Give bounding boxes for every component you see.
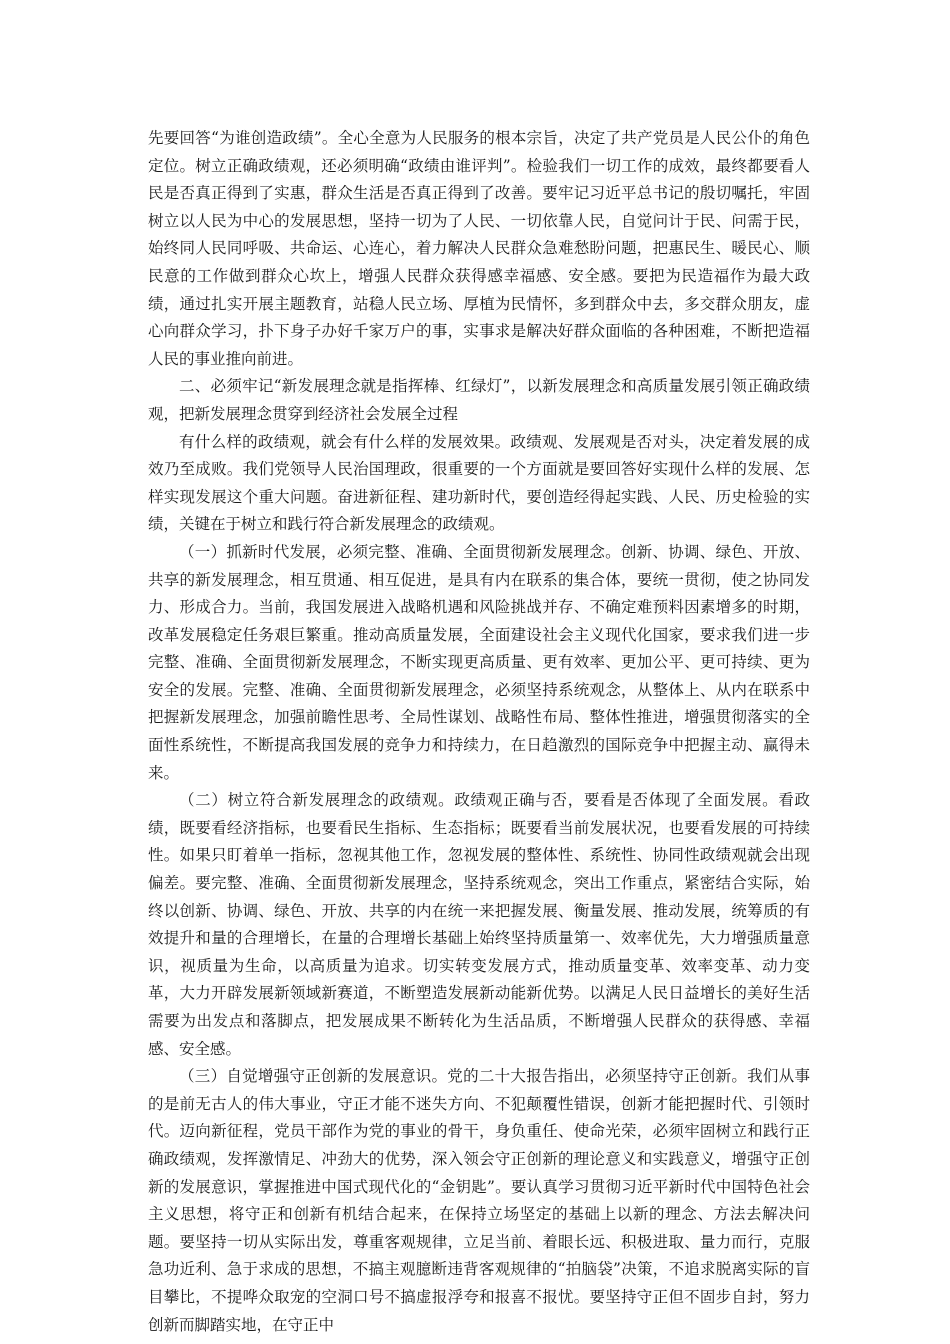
paragraph-subsection-3: （三）自觉增强守正创新的发展意识。党的二十大报告指出，必须坚持守正创新。我们从事的是前无古人的伟大事业，守正才能不迷失方向、不犯颠覆性错误，创新才能把握时代、引领时代。迈向新征程，党员干部作为党的事业的骨干，身负重任、使命光荣，必须牢固树立和践行正确政绩观，发挥激情足、冲劲大的优势，深入领会守正创新的理论意义和实践意义，增强守正创新的发展意识，掌握推进中国式现代化的“金钥匙”。要认真学习贯彻习近平新时代中国特色社会主义思想，将守正和创新有机结合起来，在保持立场坚定的基础上以新的理念、方法去解决问题。要坚持一切从实际出发，尊重客观规律，立足当前、着眼长远、积极进取、量力而行，克服急功近利、急于求成的思想，不搞主观臆断违背客观规律的“拍脑袋”决策，不追求脱离实际的盲目攀比，不提哗众取宠的空洞口号不搞虚报浮夸和报喜不报忧。要坚持守正但不固步自封，努力创新而脚踏实地，在守正中 [148,1067,810,1334]
section-heading-2: 二、必须牢记“新发展理念就是指挥棒、红绿灯”，以新发展理念和高质量发展引领正确政绩观，把新发展理念贯穿到经济社会发展全过程 [148,377,810,423]
paragraph-subsection-1: （一）抓新时代发展，必须完整、准确、全面贯彻新发展理念。创新、协调、绿色、开放、共享的新发展理念，相互贯通、相互促进，是具有内在联系的集合体，要统一贯彻，使之协同发力、形成合力。当前，我国发展进入战略机遇和风险挑战并存、不确定难预料因素增多的时期，改革发展稳定任务艰巨繁重。推动高质量发展，全面建设社会主义现代化国家，要求我们进一步完整、准确、全面贯彻新发展理念，不断实现更高质量、更有效率、更加公平、更可持续、更为安全的发展。完整、准确、全面贯彻新发展理念，必须坚持系统观念，从整体上、从内在联系中把握新发展理念，加强前瞻性思考、全局性谋划、战略性布局、整体性推进，增强贯彻落实的全面性系统性，不断提高我国发展的竞争力和持续力，在日趋激烈的国际竞争中把握主动、赢得未来。 [148,542,810,782]
paragraph-subsection-2: （二）树立符合新发展理念的政绩观。政绩观正确与否，要看是否体现了全面发展。看政绩，既要看经济指标，也要看民生指标、生态指标；既要看当前发展状况，也要看发展的可持续性。如果只盯着单一指标，忽视其他工作，忽视发展的整体性、系统性、协同性政绩观就会出现偏差。要完整、准确、全面贯彻新发展理念，坚持系统观念，突出工作重点，紧密结合实际，始终以创新、协调、绿色、开放、共享的内在统一来把握发展、衡量发展、推动发展，统筹质的有效提升和量的合理增长，在量的合理增长基础上始终坚持质量第一、效率优先，大力增强质量意识，视质量为生命，以高质量为追求。切实转变发展方式，推动质量变革、效率变革、动力变革，大力开辟发展新领域新赛道，不断塑造发展新动能新优势。以满足人民日益增长的美好生活需要为出发点和落脚点，把发展成果不断转化为生活品质，不断增强人民群众的获得感、幸福感、安全感。 [148,791,810,1058]
paragraph-intro-continuation: 先要回答“为谁创造政绩”。全心全意为人民服务的根本宗旨，决定了共产党员是人民公仆的角色定位。树立正确政绩观，还必须明确“政绩由谁评判”。检验我们一切工作的成效，最终都要看人民是否真正得到了实惠，群众生活是否真正得到了改善。要牢记习近平总书记的殷切嘱托，牢固树立以人民为中心的发展思想，坚持一切为了人民、一切依靠人民，自觉问计于民、问需于民，始终同人民同呼吸、共命运、心连心，着力解决人民群众急难愁盼问题，把惠民生、暖民心、顺民意的工作做到群众心坎上，增强人民群众获得感幸福感、安全感。要把为民造福作为最大政绩，通过扎实开展主题教育，站稳人民立场、厚植为民情怀，多到群众中去，多交群众朋友，虚心向群众学习，扑下身子办好千家万户的事，实事求是解决好群众面临的各种困难，不断把造福人民的事业推向前进。 [148,129,810,368]
paragraph-section-2-intro: 有什么样的政绩观，就会有什么样的发展效果。政绩观、发展观是否对头，决定着发展的成效乃至成败。我们党领导人民治国理政，很重要的一个方面就是要回答好实现什么样的发展、怎样实现发展这个重大问题。奋进新征程、建功新时代，要创造经得起实践、人民、历史检验的实绩，关键在于树立和践行符合新发展理念的政绩观。 [148,432,810,534]
document-body [148,125,810,1339]
